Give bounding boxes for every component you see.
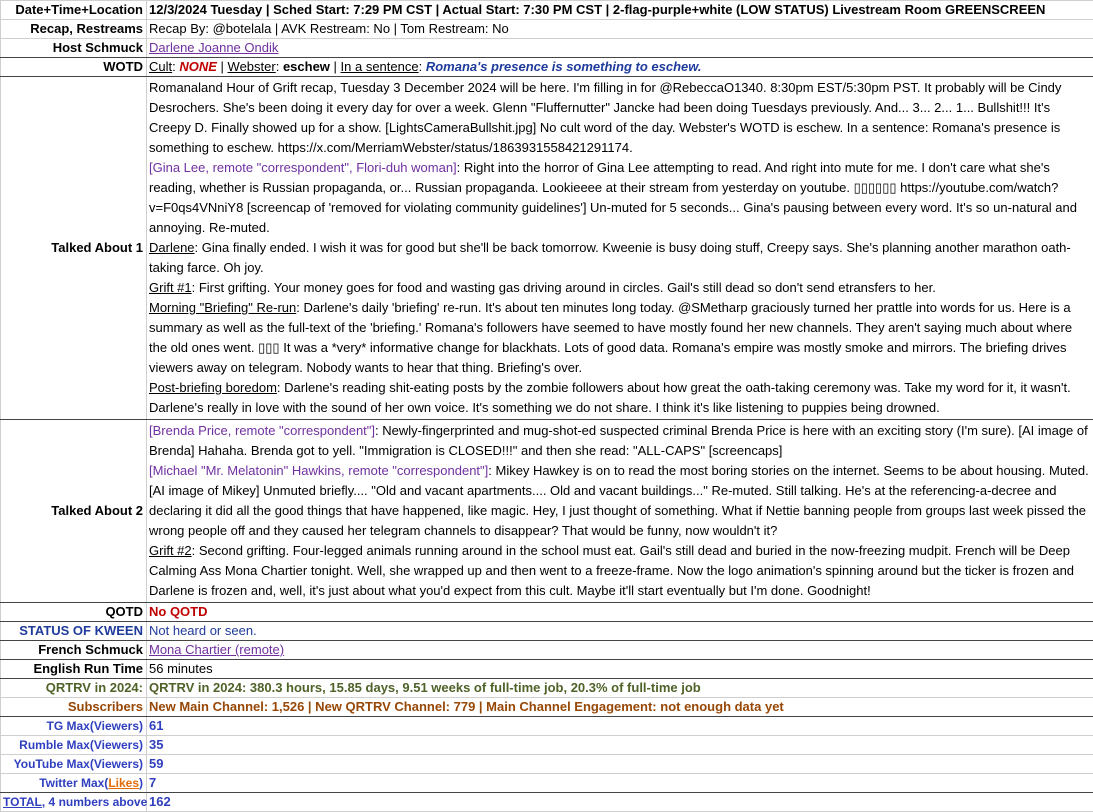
qotd-label[interactable]: QOTD — [1, 603, 147, 622]
twitter-value[interactable]: 7 — [147, 774, 1093, 793]
french-value[interactable] — [147, 641, 1093, 660]
total-label-a: TOTAL — [3, 795, 42, 809]
talk1-para-boredom — [149, 378, 1091, 418]
talk2-brenda-body: : Newly-fingerprinted and mug-shot-ed suspected criminal Brenda Price is here with an exciting story (I'm sure). [AI image of Brenda] Hahaha. Brenda got to yell. "Immigration is CLOSED!!!" and then she read: "ALL-CAPS" [screencaps] — [149, 423, 1088, 458]
runtime-value[interactable]: 56 minutes — [147, 660, 1093, 679]
host-label[interactable]: Host Schmuck — [1, 39, 147, 58]
talk1-para-briefing — [149, 298, 1091, 378]
runtime-label[interactable]: English Run Time — [1, 660, 147, 679]
wotd-webster-sep: : — [276, 59, 283, 74]
subscribers-label[interactable]: Subscribers — [1, 698, 147, 717]
talk1-para-intro: Romanaland Hour of Grift recap, Tuesday 3 December 2024 will be here. I'm filling in for @RebeccaO1340. 8:30pm EST/5:30pm PST. It probably will be Cindy Desrochers. She's been doing it every day for over a week. Glenn "Fluffernutter" Jancke had been doing Tuesdays previously. And... 3... 2... 1... Bullshit!!! It's Creepy D. Finally showed up for a show. [LightsCameraBullshit.jpg] No cult word of the day. Webster's WOTD is eschew. In a sentence: Romana's presence is something to eschew. https://x.com/MerriamWebster/status/1863931558421291174. — [149, 78, 1091, 158]
host-value[interactable] — [147, 39, 1093, 58]
talk2-para-michael — [149, 461, 1091, 541]
wotd-sep2: | — [330, 59, 341, 74]
kween-label[interactable]: STATUS OF KWEEN — [1, 622, 147, 641]
row-recap — [1, 20, 1093, 39]
youtube-value[interactable]: 59 — [147, 755, 1093, 774]
talk1-gina-head: [Gina Lee, remote "correspondent", Flori-duh woman] — [149, 160, 457, 175]
row-kween — [1, 622, 1093, 641]
row-talked-about-1 — [1, 77, 1093, 420]
talk2-para-brenda — [149, 421, 1091, 461]
host-link[interactable]: Darlene Joanne Ondik — [149, 40, 278, 55]
row-talked-about-2 — [1, 420, 1093, 603]
wotd-sentence-label: In a sentence — [341, 59, 419, 74]
row-wotd — [1, 58, 1093, 77]
wotd-label[interactable]: WOTD — [1, 58, 147, 77]
wotd-sep1: | — [217, 59, 228, 74]
twitter-label-a: Twitter Max( — [39, 776, 108, 790]
qrtrv-label[interactable]: QRTRV in 2024: — [1, 679, 147, 698]
row-twitter — [1, 774, 1093, 793]
recap-label[interactable]: Recap, Restreams — [1, 20, 147, 39]
talk2-para-grift2 — [149, 541, 1091, 601]
twitter-label-likes: Likes — [108, 776, 139, 790]
talk1-gina-body: : Right into the horror of Gina Lee attempting to read. And right into mute for me. I don't care what she's reading, whether is Russian propaganda, or... Russian propaganda. Lookieeee at their stream from yesterday on youtube. ▯▯▯▯▯▯ https://youtube.com/watch?v=F0qs4VNniY8 [screencap of 'removed for violating community guidelines'] Un-muted for 5 seconds... Gina's pausing between every word. It's so un-natural and annoying. Re-muted. — [149, 160, 1077, 235]
row-qotd — [1, 603, 1093, 622]
talk1-boredom-head: Post-briefing boredom — [149, 380, 277, 395]
recap-value[interactable]: Recap By: @botelala | AVK Restream: No | Tom Restream: No — [147, 20, 1093, 39]
row-host — [1, 39, 1093, 58]
wotd-sentence-sep: : — [419, 59, 426, 74]
talk1-para-darlene — [149, 238, 1091, 278]
date-value[interactable]: 12/3/2024 Tuesday | Sched Start: 7:29 PM CST | Actual Start: 7:30 PM CST | 2-flag-purple+white (LOW STATUS) Livestream Room GREENSCREEN — [147, 1, 1093, 20]
row-tg — [1, 717, 1093, 736]
talk1-grift1-head: Grift #1 — [149, 280, 192, 295]
talk1-darlene-body: : Gina finally ended. I wish it was for good but she'll be back tomorrow. Kweenie is busy doing stuff, Creepy says. She's planning another marathon oath-taking farce. Oh joy. — [149, 240, 1071, 275]
date-label[interactable]: Date+Time+Location — [1, 1, 147, 20]
twitter-label-c: ) — [139, 776, 143, 790]
wotd-cult-sep: : — [172, 59, 179, 74]
french-label[interactable]: French Schmuck — [1, 641, 147, 660]
wotd-webster-label: Webster — [228, 59, 276, 74]
row-total — [1, 793, 1093, 812]
row-youtube — [1, 755, 1093, 774]
talked-about-2-value[interactable] — [147, 420, 1093, 603]
talked-about-2-label[interactable]: Talked About 2 — [1, 420, 147, 603]
wotd-value[interactable] — [147, 58, 1093, 77]
tg-label[interactable]: TG Max(Viewers) — [1, 717, 147, 736]
talk2-michael-head: [Michael "Mr. Melatonin" Hawkins, remote "correspondent"] — [149, 463, 488, 478]
wotd-cult-value: NONE — [179, 59, 217, 74]
row-date — [1, 1, 1093, 20]
subscribers-value[interactable]: New Main Channel: 1,526 | New QRTRV Channel: 779 | Main Channel Engagement: not enough data yet — [147, 698, 1093, 717]
talk2-michael-body: : Mikey Hawkey is on to read the most boring stories on the internet. Seems to be about housing. Muted. [AI image of Mikey] Unmuted briefly.... "Old and vacant apartments.... Old and vacant buildings..." Re-muted. Still talking. He's at the referencing-a-decree and declaring it did all the good things that have happened, like magic. Hey, I just thought of something. What if Nettie banning people from groups last week pissed the wrong people off and they caused her telegram channels to disappear? That would be funny, now wouldn't it? — [149, 463, 1089, 538]
talk1-briefing-body: : Darlene's daily 'briefing' re-run. It's about ten minutes long today. @SMetharp graciously turned her prattle into words for us. Here is a summary as well as the full-text of the 'briefing.' Romana's followers have seemed to have mostly found her new channels. They aren't saying much about where the old ones went. ▯▯▯ It was a *very* informative change for blackhats. Lots of good data. Romana's empire was mostly smoke and mirrors. The briefing drives viewers away on telegram. Nobody wants to hear that thing. Briefing's over. — [149, 300, 1072, 375]
wotd-webster-value: eschew — [283, 59, 330, 74]
row-qrtrv — [1, 679, 1093, 698]
talk1-boredom-body: : Darlene's reading shit-eating posts by the zombie followers about how great the oath-taking ceremony was. Take my word for it, it wasn't. Darlene's really in love with the sound of her own voice. It's something we do not share. I think it's like listening to puppies being drowned. — [149, 380, 1071, 415]
row-rumble — [1, 736, 1093, 755]
total-value[interactable]: 162 — [147, 793, 1093, 812]
talked-about-1-label[interactable]: Talked About 1 — [1, 77, 147, 420]
qotd-value[interactable]: No QOTD — [147, 603, 1093, 622]
rumble-label[interactable]: Rumble Max(Viewers) — [1, 736, 147, 755]
kween-value[interactable]: Not heard or seen. — [147, 622, 1093, 641]
twitter-label[interactable] — [1, 774, 147, 793]
talk2-grift2-body: : Second grifting. Four-legged animals running around in the school must eat. Gail's still dead and buried in the now-freezing mudpit. French will be Deep Calming Ass Mona Chartier tonight. Well, she wrapped up and then went to a freeze-frame. Now the logo animation's spinning around but the ticker is frozen and Darlene is frozen and, well, it's just about what you'd expect from this cult. Maybe it'll start eventually but I'm done. Goodnight! — [149, 543, 1074, 598]
talk1-para-grift1 — [149, 278, 1091, 298]
wotd-sentence-value: Romana's presence is something to eschew. — [426, 59, 702, 74]
row-runtime — [1, 660, 1093, 679]
youtube-label[interactable]: YouTube Max(Viewers) — [1, 755, 147, 774]
wotd-cult-label: Cult — [149, 59, 172, 74]
talk1-briefing-head: Morning "Briefing" Re-run — [149, 300, 296, 315]
total-label[interactable] — [1, 793, 147, 812]
talked-about-1-value[interactable] — [147, 77, 1093, 420]
row-subscribers — [1, 698, 1093, 717]
tg-value[interactable]: 61 — [147, 717, 1093, 736]
qrtrv-value[interactable]: QRTRV in 2024: 380.3 hours, 15.85 days, 9.51 weeks of full-time job, 20.3% of full-time job — [147, 679, 1093, 698]
talk1-darlene-head: Darlene — [149, 240, 195, 255]
total-label-b: , 4 numbers above — [42, 795, 147, 809]
talk1-para-gina — [149, 158, 1091, 238]
row-french — [1, 641, 1093, 660]
talk2-grift2-head: Grift #2 — [149, 543, 192, 558]
french-link[interactable]: Mona Chartier (remote) — [149, 642, 284, 657]
talk2-brenda-head: [Brenda Price, remote "correspondent"] — [149, 423, 375, 438]
talk1-grift1-body: : First grifting. Your money goes for food and wasting gas driving around in circles. Gail's still dead so don't send etransfers to her. — [192, 280, 936, 295]
rumble-value[interactable]: 35 — [147, 736, 1093, 755]
